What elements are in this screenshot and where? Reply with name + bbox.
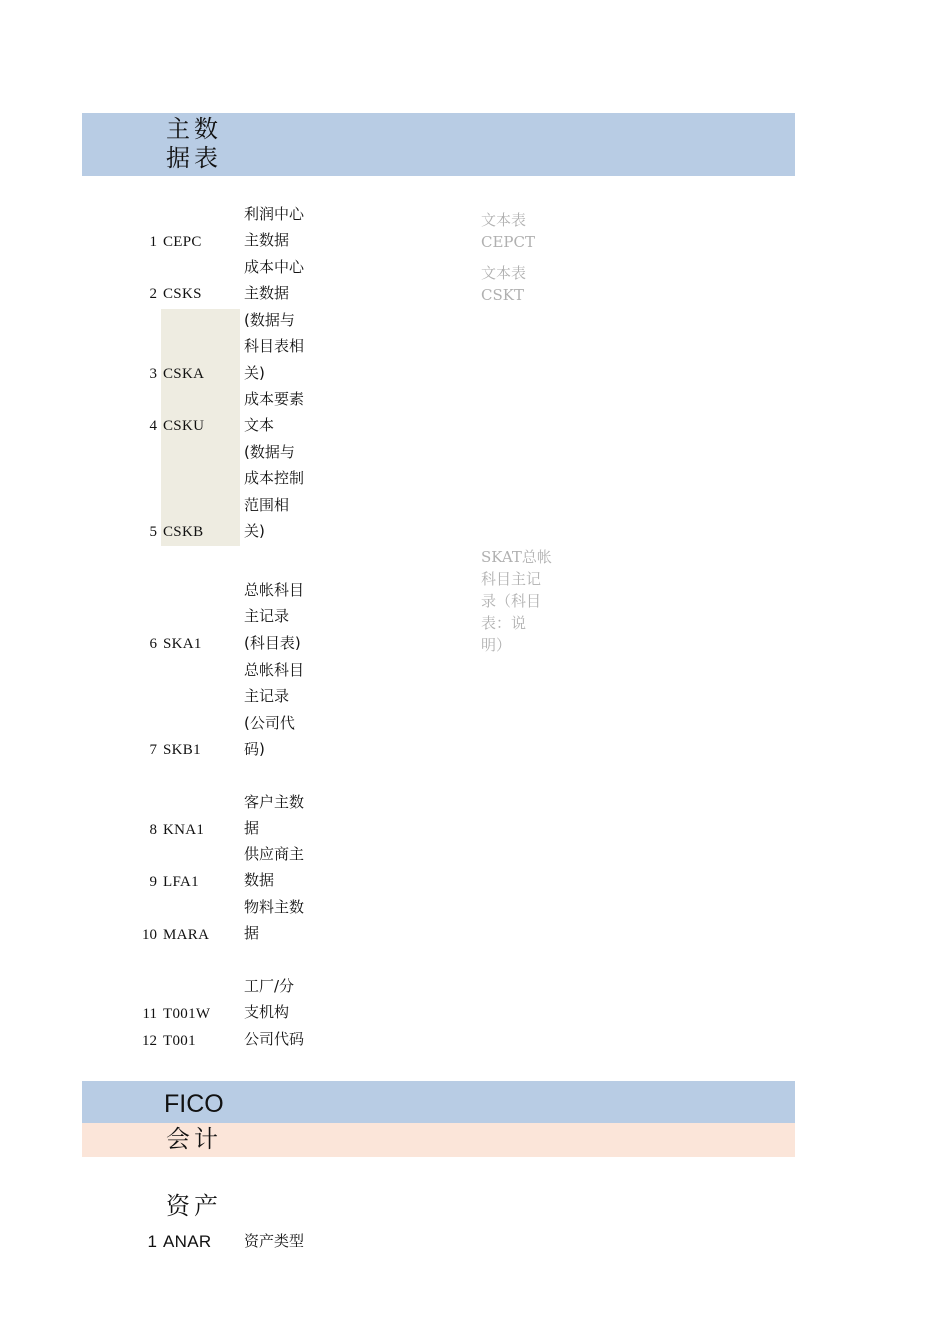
fico-section-title: FICO	[164, 1090, 224, 1118]
row-number: 4	[149, 418, 157, 434]
table-description: 资产类型	[244, 1232, 305, 1250]
table-description: 总帐科目 主记录 (公司代 码)	[244, 661, 305, 759]
table-description: 公司代码	[244, 1030, 305, 1048]
row-number: 5	[149, 524, 157, 540]
table-description: (数据与 成本控制 范围相 关)	[244, 443, 305, 541]
table-code: ANAR	[163, 1232, 212, 1251]
row-number: 3	[149, 366, 157, 382]
table-description: 供应商主 数据	[244, 845, 305, 890]
table-description: 成本要素 文本	[244, 390, 305, 435]
table-code: MARA	[163, 927, 210, 943]
row-number: 6	[149, 636, 157, 652]
accounting-section-title: 会计	[166, 1125, 222, 1153]
asset-section-title: 资产	[166, 1192, 222, 1220]
table-code: CSKA	[163, 366, 205, 382]
table-code: KNA1	[163, 822, 205, 838]
text-table-note: 文本表 CSKT	[481, 264, 527, 304]
table-code: SKA1	[163, 636, 202, 652]
table-code: CSKS	[163, 286, 202, 302]
row-number: 1	[149, 234, 157, 250]
row-number: 7	[149, 742, 157, 758]
table-code: LFA1	[163, 874, 199, 890]
text-table-note: SKAT总帐 科目主记 录（科目 表：说 明）	[481, 548, 552, 654]
table-description: 总帐科目 主记录 (科目表)	[244, 581, 305, 652]
table-code: CSKB	[163, 524, 204, 540]
table-code: CSKU	[163, 418, 205, 434]
row-number: 12	[142, 1033, 157, 1049]
table-description: 利润中心 主数据	[244, 205, 305, 250]
text-table-note: 文本表 CEPCT	[481, 211, 536, 251]
row-number: 9	[149, 874, 157, 890]
table-code: CEPC	[163, 234, 202, 250]
row-number: 10	[142, 927, 157, 943]
table-description: 客户主数 据	[244, 793, 305, 838]
table-code: T001	[163, 1033, 196, 1049]
table-description: 物料主数 据	[244, 898, 305, 943]
table-code: T001W	[163, 1006, 211, 1022]
table-code: SKB1	[163, 742, 201, 758]
row-number: 2	[149, 286, 157, 302]
table-description: 成本中心 主数据	[244, 258, 305, 303]
row-number: 8	[149, 822, 157, 838]
row-number: 1	[147, 1232, 157, 1251]
master-data-section-title: 主数 据表	[166, 115, 222, 172]
row-number: 11	[142, 1006, 157, 1022]
table-description: (数据与 科目表相 关)	[244, 311, 305, 382]
table-description: 工厂/分 支机构	[244, 977, 295, 1022]
